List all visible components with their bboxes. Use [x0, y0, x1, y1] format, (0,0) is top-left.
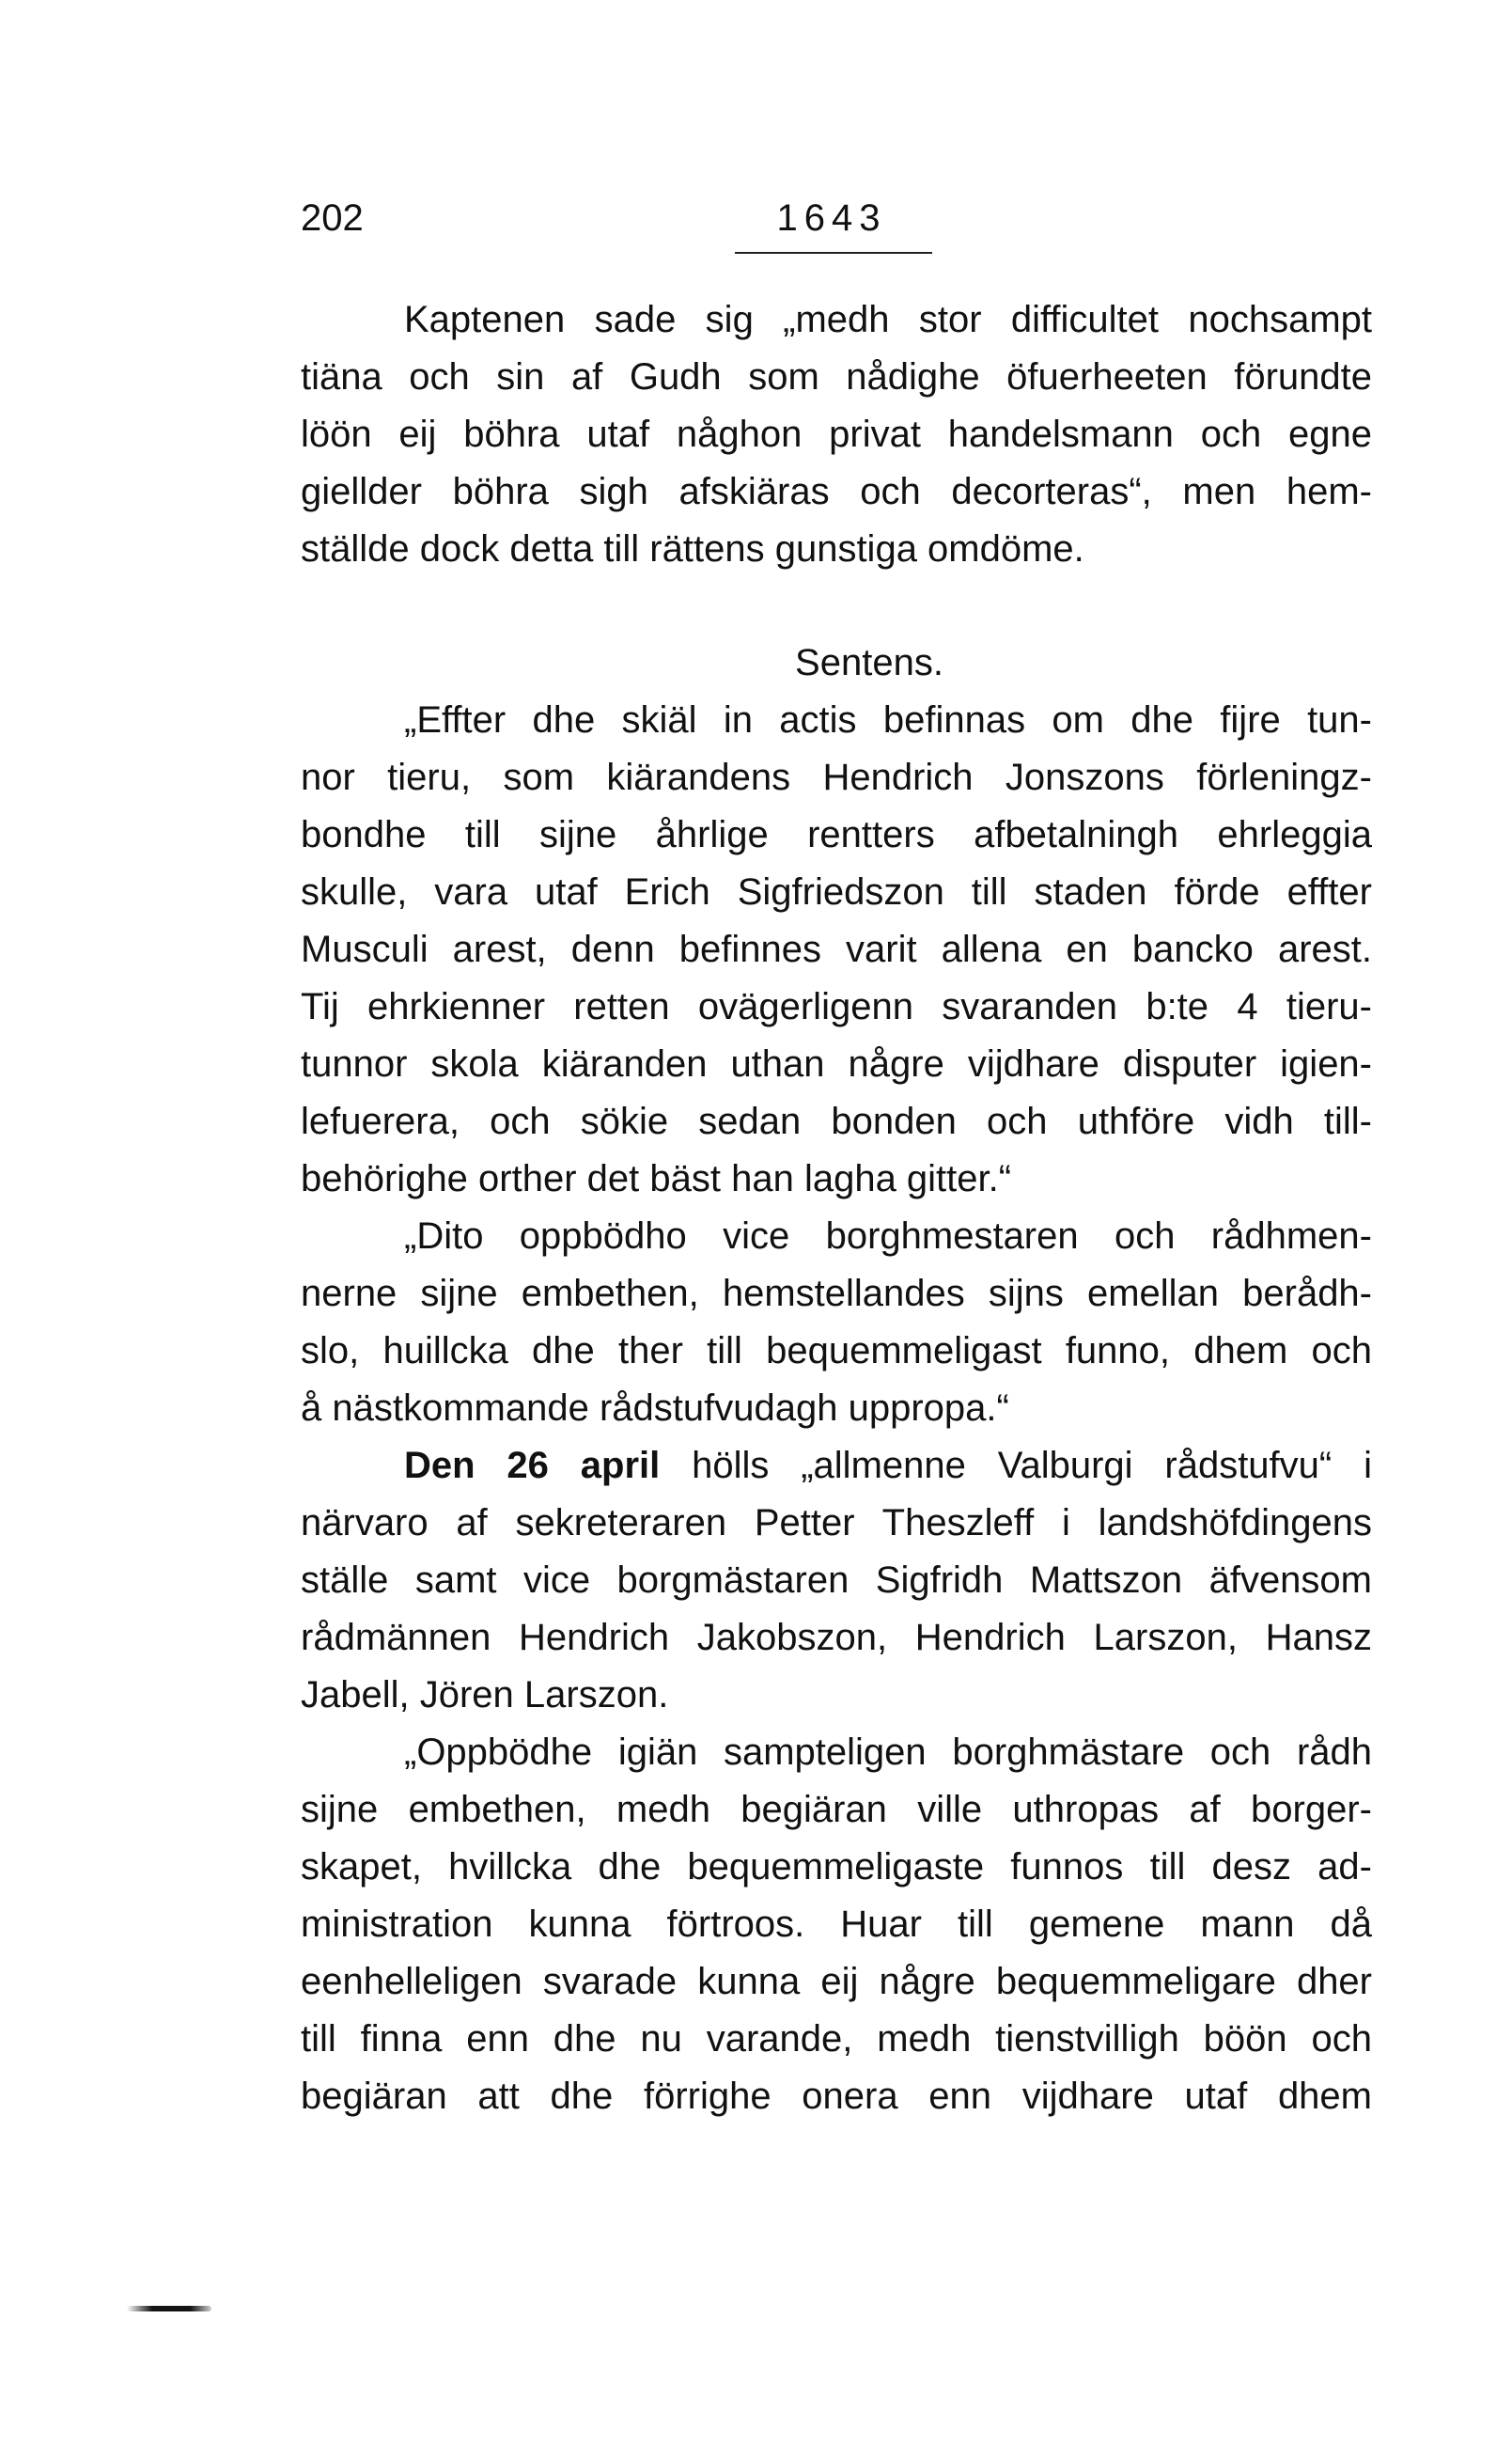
- running-head-rule: [735, 252, 932, 254]
- running-head-year: 1643: [776, 197, 887, 239]
- text-line: närvaro af sekreteraren Petter Theszleff i landshöfdingens: [301, 1502, 1372, 1543]
- text-line: „Dito oppbödho vice borghmestaren och rådhmen-: [404, 1215, 1372, 1257]
- text-line: ställe samt vice borgmästaren Sigfridh Mattszon äfvensom: [301, 1559, 1372, 1601]
- text-line: ministration kunna förtroos. Huar till gemene mann då: [301, 1904, 1372, 1945]
- text-line: skapet, hvillcka dhe bequemmeligaste funnos till desz ad-: [301, 1846, 1372, 1888]
- text-line: slo, huillcka dhe ther till bequemmeligast funno, dhem och: [301, 1330, 1372, 1371]
- text-line: tiäna och sin af Gudh som nådighe öfuerheeten förundte: [301, 356, 1372, 398]
- text-line: begiäran att dhe förrighe onera enn vijdhare utaf dhem: [301, 2076, 1372, 2117]
- text-line: nerne sijne embethen, hemstellandes sijns emellan berådh-: [301, 1273, 1372, 1314]
- text-line: Musculi arest, denn befinnes varit allena en bancko arest.: [301, 929, 1372, 970]
- text-line: „Oppbödhe igiän sampteligen borghmästare och rådh: [404, 1731, 1372, 1773]
- paragraph-dito: [301, 1208, 1372, 1437]
- paragraph-captain-statement: [301, 291, 1372, 578]
- text-line: sijne embethen, medh begiäran ville uthropas af borger-: [301, 1789, 1372, 1830]
- text-line: ställde dock detta till rättens gunstiga omdöme.: [301, 528, 1084, 570]
- text-line: eenhelleligen svarade kunna eij någre bequemmeligare dher: [301, 1961, 1372, 2002]
- text-line: giellder böhra sigh afskiäras och decorteras“, men hem-: [301, 471, 1372, 512]
- text-line: Kaptenen sade sig „medh stor difficultet nochsampt: [404, 299, 1372, 340]
- text-line: skulle, vara utaf Erich Sigfriedszon till staden förde effter: [301, 871, 1372, 913]
- text-line: nor tieru, som kiärandens Hendrich Jonszons förleningz-: [301, 757, 1372, 798]
- text-line: Tij ehrkienner retten ovägerligenn svaranden b:te 4 tieru-: [301, 986, 1372, 1027]
- page-edge-mark: [127, 2306, 211, 2311]
- body-text: [301, 291, 1372, 2125]
- text-line: rådmännen Hendrich Jakobszon, Hendrich Larszon, Hansz: [301, 1617, 1372, 1658]
- text-line: löön eij böhra utaf någhon privat handelsmann och egne: [301, 414, 1372, 455]
- text-run: hölls „allmenne Valburgi rådstufvu“ i: [660, 1445, 1372, 1486]
- text-line: behörighe orther det bäst han lagha gitter.“: [301, 1158, 1012, 1199]
- spacer: [301, 578, 1372, 634]
- text-line: [301, 1437, 1372, 1495]
- text-line: „Effter dhe skiäl in actis befinnas om dhe fijre tun-: [404, 699, 1372, 741]
- page-number: 202: [301, 197, 364, 239]
- text-line: tunnor skola kiäranden uthan någre vijdhare disputer igien-: [301, 1043, 1372, 1085]
- paragraph-26-april: [301, 1437, 1372, 1724]
- paragraph-oppbodhe: [301, 1724, 1372, 2125]
- text-line: bondhe till sijne åhrlige rentters afbetalningh ehrleggia: [301, 814, 1372, 855]
- paragraph-sentens: [301, 692, 1372, 1208]
- text-line: till finna enn dhe nu varande, medh tienstvilligh böön och: [301, 2018, 1372, 2060]
- text-line: Jabell, Jören Larszon.: [301, 1674, 669, 1716]
- text-line: å nästkommande rådstufvudagh uppropa.“: [301, 1387, 1009, 1429]
- date-heading: Den 26 april: [404, 1445, 661, 1486]
- page-header: [301, 197, 1372, 254]
- text-line: lefuerera, och sökie sedan bonden och uthföre vidh till-: [301, 1101, 1372, 1142]
- section-heading-sentens: Sentens.: [795, 642, 943, 683]
